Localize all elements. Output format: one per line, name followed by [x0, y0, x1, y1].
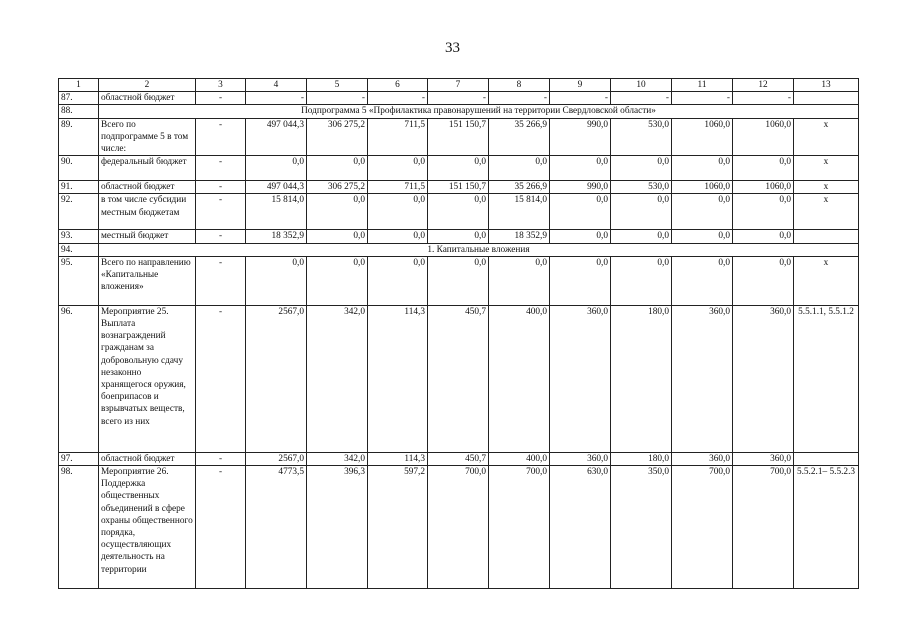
row-name-cell: Мероприятие 26. Поддержка общественных объединений в сфере охраны общественного порядка, осуществляющих деятельность на территории [99, 466, 196, 589]
column-header: 12 [733, 79, 794, 92]
value-cell: 1060,0 [733, 181, 794, 194]
row-number-cell: 92. [59, 194, 99, 230]
value-cell: 0,0 [611, 230, 672, 243]
reference-cell: х [794, 156, 859, 181]
row-name-cell: местный бюджет [99, 230, 196, 243]
value-cell: 1060,0 [672, 118, 733, 156]
budget-table [58, 78, 859, 589]
row-number-cell: 97. [59, 452, 99, 465]
section-title-cell: Подпрограмма 5 «Профилактика правонарушений на территории Свердловской области» [99, 105, 859, 118]
column-header: 3 [196, 79, 246, 92]
value-cell: 114,3 [368, 452, 428, 465]
value-cell: 0,0 [611, 194, 672, 230]
row-number-cell: 95. [59, 256, 99, 305]
reference-cell [794, 92, 859, 105]
value-cell: 350,0 [611, 466, 672, 589]
value-cell: 342,0 [307, 305, 368, 452]
value-cell: 0,0 [550, 156, 611, 181]
reference-cell: х [794, 181, 859, 194]
value-cell: - [307, 92, 368, 105]
row-name-cell: в том числе субсидии местным бюджетам [99, 194, 196, 230]
value-cell: 0,0 [611, 256, 672, 305]
value-cell: 497 044,3 [246, 118, 307, 156]
value-cell: 711,5 [368, 181, 428, 194]
value-cell: 700,0 [489, 466, 550, 589]
value-cell: - [428, 92, 489, 105]
value-cell: 0,0 [550, 194, 611, 230]
reference-cell: 5.5.2.1– 5.5.2.3 [794, 466, 859, 589]
value-cell: 18 352,9 [489, 230, 550, 243]
value-cell: 360,0 [550, 305, 611, 452]
column-header: 9 [550, 79, 611, 92]
value-cell: - [196, 118, 246, 156]
table-row [59, 156, 859, 181]
value-cell: 450,7 [428, 452, 489, 465]
value-cell: 360,0 [733, 452, 794, 465]
table-row [59, 105, 859, 118]
value-cell: 0,0 [307, 194, 368, 230]
value-cell: 0,0 [428, 194, 489, 230]
value-cell: 180,0 [611, 452, 672, 465]
section-title-cell: 1. Капитальные вложения [99, 243, 859, 256]
column-header: 8 [489, 79, 550, 92]
reference-cell: 5.5.1.1, 5.5.1.2 [794, 305, 859, 452]
value-cell: 0,0 [307, 156, 368, 181]
value-cell: 0,0 [307, 256, 368, 305]
value-cell: 360,0 [672, 452, 733, 465]
value-cell: 400,0 [489, 452, 550, 465]
value-cell: 497 044,3 [246, 181, 307, 194]
value-cell: 990,0 [550, 181, 611, 194]
value-cell: 0,0 [733, 230, 794, 243]
value-cell: 530,0 [611, 181, 672, 194]
value-cell: 700,0 [672, 466, 733, 589]
value-cell: 360,0 [550, 452, 611, 465]
value-cell: 700,0 [428, 466, 489, 589]
value-cell: 2567,0 [246, 305, 307, 452]
page-number: 33 [445, 40, 460, 56]
value-cell: 711,5 [368, 118, 428, 156]
value-cell: 0,0 [489, 156, 550, 181]
table-row [59, 243, 859, 256]
column-header: 6 [368, 79, 428, 92]
value-cell: 700,0 [733, 466, 794, 589]
value-cell: 0,0 [368, 230, 428, 243]
value-cell: 35 266,9 [489, 118, 550, 156]
value-cell: 0,0 [672, 194, 733, 230]
row-name-cell: областной бюджет [99, 452, 196, 465]
row-name-cell: федеральный бюджет [99, 156, 196, 181]
value-cell: 0,0 [368, 156, 428, 181]
value-cell: 306 275,2 [307, 118, 368, 156]
value-cell: 1060,0 [733, 118, 794, 156]
value-cell: 180,0 [611, 305, 672, 452]
value-cell: - [733, 92, 794, 105]
table-row [59, 452, 859, 465]
reference-cell [794, 230, 859, 243]
column-header: 5 [307, 79, 368, 92]
value-cell: 0,0 [428, 156, 489, 181]
value-cell: 0,0 [672, 156, 733, 181]
value-cell: 0,0 [246, 256, 307, 305]
value-cell: 630,0 [550, 466, 611, 589]
table-row [59, 92, 859, 105]
column-header: 1 [59, 79, 99, 92]
row-number-cell: 93. [59, 230, 99, 243]
row-number-cell: 94. [59, 243, 99, 256]
column-header: 4 [246, 79, 307, 92]
value-cell: 360,0 [672, 305, 733, 452]
row-name-cell: Мероприятие 25. Выплата вознаграждений гражданам за добровольную сдачу незаконно хранящегося оружия, боеприпасов и взрывчатых веществ, всего из них [99, 305, 196, 452]
value-cell: - [196, 256, 246, 305]
value-cell: 0,0 [672, 256, 733, 305]
value-cell: - [672, 92, 733, 105]
table-row [59, 194, 859, 230]
value-cell: 400,0 [489, 305, 550, 452]
value-cell: - [196, 466, 246, 589]
value-cell: 597,2 [368, 466, 428, 589]
value-cell: - [196, 305, 246, 452]
value-cell: 360,0 [733, 305, 794, 452]
row-number-cell: 91. [59, 181, 99, 194]
row-number-cell: 89. [59, 118, 99, 156]
value-cell: 2567,0 [246, 452, 307, 465]
value-cell: 0,0 [672, 230, 733, 243]
table-row [59, 181, 859, 194]
value-cell: 0,0 [368, 194, 428, 230]
value-cell: - [611, 92, 672, 105]
value-cell: - [368, 92, 428, 105]
column-header: 7 [428, 79, 489, 92]
value-cell: - [196, 156, 246, 181]
reference-cell: х [794, 256, 859, 305]
value-cell: 15 814,0 [246, 194, 307, 230]
value-cell: 0,0 [611, 156, 672, 181]
row-name-cell: Всего по направлению «Капитальные вложения» [99, 256, 196, 305]
value-cell: 0,0 [733, 156, 794, 181]
value-cell: 0,0 [550, 256, 611, 305]
value-cell: 530,0 [611, 118, 672, 156]
reference-cell [794, 452, 859, 465]
table-row [59, 466, 859, 589]
value-cell: 151 150,7 [428, 181, 489, 194]
value-cell: 0,0 [428, 256, 489, 305]
row-name-cell: областной бюджет [99, 92, 196, 105]
table-row [59, 118, 859, 156]
value-cell: 18 352,9 [246, 230, 307, 243]
value-cell: 0,0 [550, 230, 611, 243]
value-cell: 0,0 [489, 256, 550, 305]
value-cell: 0,0 [246, 156, 307, 181]
value-cell: 0,0 [733, 256, 794, 305]
value-cell: 35 266,9 [489, 181, 550, 194]
row-number-cell: 98. [59, 466, 99, 589]
value-cell: 114,3 [368, 305, 428, 452]
value-cell: - [550, 92, 611, 105]
value-cell: 0,0 [368, 256, 428, 305]
value-cell: 0,0 [733, 194, 794, 230]
table-row [59, 305, 859, 452]
column-header: 2 [99, 79, 196, 92]
row-number-cell: 87. [59, 92, 99, 105]
value-cell: - [196, 92, 246, 105]
value-cell: 4773,5 [246, 466, 307, 589]
reference-cell: х [794, 118, 859, 156]
value-cell: 0,0 [307, 230, 368, 243]
value-cell: - [489, 92, 550, 105]
value-cell: - [196, 452, 246, 465]
table-row [59, 256, 859, 305]
value-cell: - [196, 194, 246, 230]
value-cell: 396,3 [307, 466, 368, 589]
table-row [59, 230, 859, 243]
column-number-row [59, 79, 859, 92]
value-cell: - [196, 230, 246, 243]
value-cell: 151 150,7 [428, 118, 489, 156]
column-header: 10 [611, 79, 672, 92]
value-cell: - [196, 181, 246, 194]
row-number-cell: 88. [59, 105, 99, 118]
value-cell: 306 275,2 [307, 181, 368, 194]
value-cell: 15 814,0 [489, 194, 550, 230]
row-number-cell: 96. [59, 305, 99, 452]
value-cell: 1060,0 [672, 181, 733, 194]
row-number-cell: 90. [59, 156, 99, 181]
row-name-cell: Всего по подпрограмме 5 в том числе: [99, 118, 196, 156]
value-cell: 450,7 [428, 305, 489, 452]
value-cell: - [246, 92, 307, 105]
value-cell: 342,0 [307, 452, 368, 465]
column-header: 11 [672, 79, 733, 92]
column-header: 13 [794, 79, 859, 92]
row-name-cell: областной бюджет [99, 181, 196, 194]
value-cell: 0,0 [428, 230, 489, 243]
reference-cell: х [794, 194, 859, 230]
value-cell: 990,0 [550, 118, 611, 156]
